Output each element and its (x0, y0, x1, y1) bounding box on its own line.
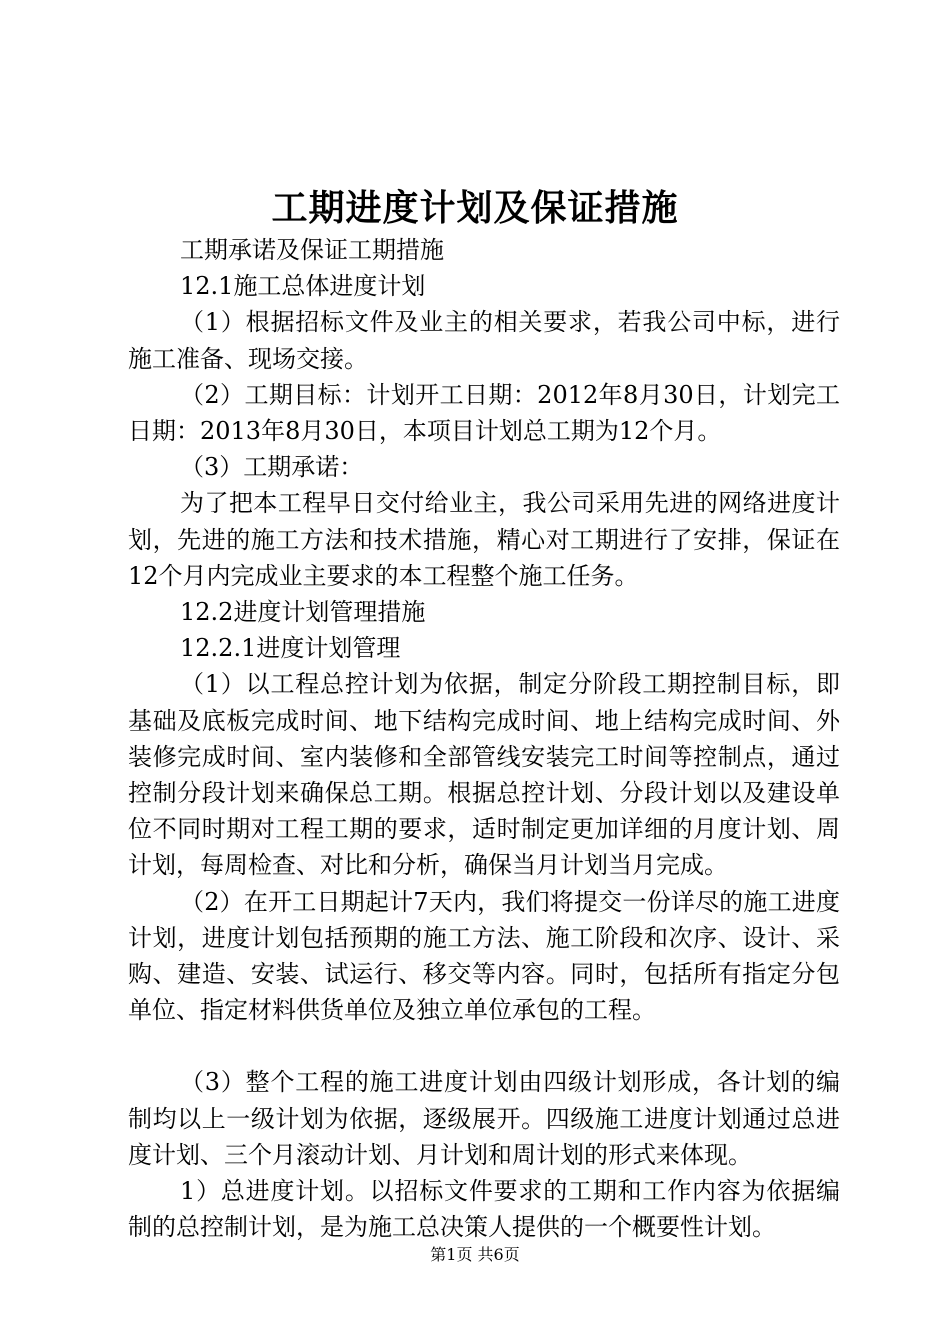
document-body (128, 232, 840, 1245)
paragraph-commitment-heading: 工期承诺及保证工期措施 (180, 236, 444, 264)
paragraph-management-3: （3）整个工程的施工进度计划由四级计划形成，各计划的编制均以上一级计划为依据，逐级展开。四级施工进度计划通过总进度计划、三个月滚动计划、月计划和周计划的形式来体现。 (128, 1068, 840, 1169)
paragraph-commitment-text: 为了把本工程早日交付给业主，我公司采用先进的网络进度计划，先进的施工方法和技术措施，精心对工期进行了安排，保证在12个月内完成业主要求的本工程整个施工任务。 (128, 489, 840, 590)
paragraph-item-3: （3）工期承诺： (180, 453, 364, 482)
page-footer: 第1页 共6页 (430, 1245, 520, 1264)
paragraph-management-2: （2）在开工日期起计7天内，我们将提交一份详尽的施工进度计划，进度计划包括预期的施工方法、施工阶段和次序、设计、采购、建造、安装、试运行、移交等内容。同时，包括所有指定分包单位、指定材料供货单位及独立单位承包的工程。 (128, 887, 840, 1025)
paragraph-master-schedule: 1）总进度计划。以招标文件要求的工期和工作内容为依据编制的总控制计划，是为施工总决策人提供的一个概要性计划。 (128, 1177, 840, 1242)
paragraph-section-12-2-1: 12.2.1进度计划管理 (180, 634, 401, 663)
paragraph-section-12-1: 12.1施工总体进度计划 (180, 272, 426, 301)
paragraph-item-1: （1）根据招标文件及业主的相关要求，若我公司中标，进行施工准备、现场交接。 (128, 308, 840, 373)
paragraph-management-1: （1）以工程总控计划为依据，制定分阶段工期控制目标，即基础及底板完成时间、地下结构完成时间、地上结构完成时间、外装修完成时间、室内装修和全部管线安装完工时间等控制点，通过控制分段计划来确保总工期。根据总控计划、分段计划以及建设单位不同时期对工程工期的要求，适时制定更加详细的月度计划、周计划，每周检查、对比和分析，确保当月计划当月完成。 (128, 670, 840, 880)
document-title: 工期进度计划及保证措施 (271, 187, 679, 229)
paragraph-item-2: （2）工期目标：计划开工日期：2012年8月30日，计划完工日期：2013年8月30日，本项目计划总工期为12个月。 (128, 380, 840, 446)
paragraph-section-12-2: 12.2进度计划管理措施 (180, 598, 426, 627)
